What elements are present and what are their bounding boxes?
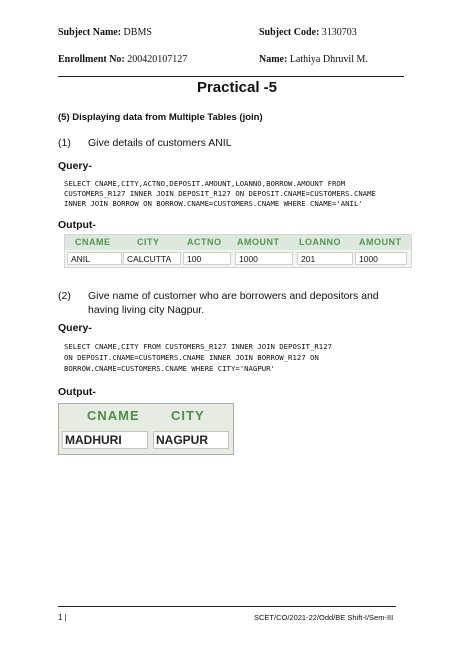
q1-header-cell: CITY: [137, 237, 160, 247]
q2-header-cell: CNAME: [87, 408, 140, 423]
q2-data-cell: NAGPUR: [153, 431, 229, 449]
q1-query-line-3: INNER JOIN BORROW ON BORROW.CNAME=CUSTOMERS.CNAME WHERE CNAME='ANIL': [64, 199, 363, 208]
course-info: SCET/CO/2021-22/Odd/BE Shift-I/Sem-III: [254, 613, 394, 622]
q1-header-cell: AMOUNT: [359, 237, 402, 247]
header-divider: [58, 76, 404, 77]
subject-name: [58, 27, 152, 38]
page-number: 1 |: [58, 613, 67, 622]
subject-code-label: Subject Code:: [259, 27, 320, 38]
q2-number: (2): [58, 290, 71, 302]
section-heading: (5) Displaying data from Multiple Tables (join): [58, 112, 263, 123]
q1-query-line-2: CUSTOMERS_R127 INNER JOIN DEPOSIT_R127 ON DEPOSIT.CNAME=CUSTOMERS.CNAME: [64, 189, 376, 198]
subject-name-value: DBMS: [123, 27, 152, 38]
q2-output-label: Output-: [58, 386, 96, 398]
student-name-value: Lathiya Dhruvil M.: [289, 54, 368, 65]
q2-header-cell: CITY: [171, 408, 205, 423]
q1-header-cell: ACTNO: [187, 237, 222, 247]
student-name: [259, 54, 368, 65]
q1-output-table: [64, 234, 412, 268]
q2-query-label: Query-: [58, 322, 92, 334]
enrollment-no: [58, 54, 187, 65]
q1-data-cell: CALCUTTA: [123, 252, 181, 265]
q1-data-cell: 100: [183, 252, 231, 265]
footer-divider: [58, 606, 396, 607]
q1-query-line-1: SELECT CNAME,CITY,ACTNO,DEPOSIT.AMOUNT,LOANNO,BORROW.AMOUNT FROM: [64, 179, 346, 188]
q2-text-line-1: Give name of customer who are borrowers and depositors and: [88, 290, 379, 302]
q2-query-line-3: BORROW.CNAME=CUSTOMERS.CNAME WHERE CITY='NAGPUR': [64, 364, 275, 373]
q2-query-line-2: ON DEPOSIT.CNAME=CUSTOMERS.CNAME INNER JOIN BORROW_R127 ON: [64, 353, 319, 362]
q2-text-line-2: having living city Nagpur.: [88, 304, 205, 316]
q1-data-cell: 1000: [235, 252, 293, 265]
student-name-label: Name:: [259, 54, 288, 65]
q1-data-cell: 1000: [355, 252, 407, 265]
q1-header-cell: CNAME: [75, 237, 111, 247]
q2-output-table: [58, 403, 234, 455]
q1-data-cell: ANIL: [67, 252, 122, 265]
q2-query-line-1: SELECT CNAME,CITY FROM CUSTOMERS_R127 INNER JOIN DEPOSIT_R127: [64, 342, 332, 351]
q1-text: Give details of customers ANIL: [88, 137, 232, 149]
subject-name-label: Subject Name:: [58, 27, 122, 38]
enrollment-label: Enrollment No:: [58, 54, 125, 65]
q1-query-label: Query-: [58, 160, 92, 172]
q1-header-cell: LOANNO: [299, 237, 341, 247]
subject-code: [259, 27, 357, 38]
q1-data-cell: 201: [297, 252, 353, 265]
subject-code-value: 3130703: [321, 27, 357, 38]
enrollment-value: 200420107127: [127, 54, 188, 65]
q1-table-header: [65, 235, 411, 250]
page-title: Practical -5: [196, 79, 278, 96]
q1-number: (1): [58, 137, 71, 149]
q2-data-cell: MADHURI: [62, 431, 148, 449]
q1-output-label: Output-: [58, 219, 96, 231]
q1-header-cell: AMOUNT: [237, 237, 280, 247]
table-row: [65, 252, 411, 266]
